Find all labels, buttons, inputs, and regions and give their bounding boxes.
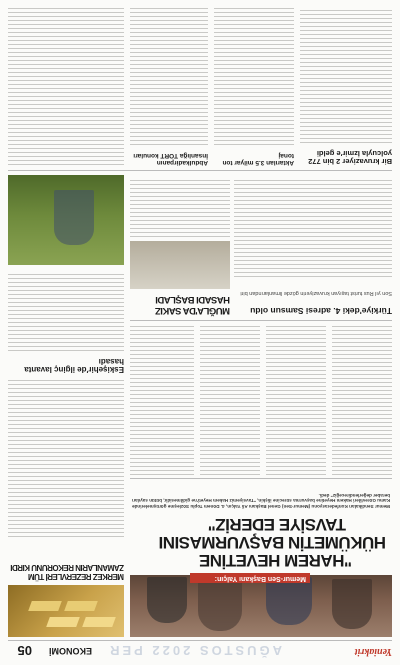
gold-story: [8, 541, 124, 637]
top-story-headline-line1: "HAREM HEVETİNE: [199, 551, 352, 570]
top-story-column-1: [332, 325, 392, 475]
top-story-subhead: Memur Sendikaları Konfederasyonu (Memur-Sen) Genel Başkanı Ali Yalçın, 4. Dönem Toplu Sözleşme görüşmelerinde Kamu Görevlileri Hakem Heyetine başvurma sürecine ilişkin, "Tavsiyemiz Hakem Heyeti'ne gidilmesidir, bütün sayıları beraber değerlendireceğiz" dedi.: [132, 492, 390, 509]
top-story-headline-line3: TAVSİYE EDERİZ": [208, 515, 346, 534]
masthead-divider: [8, 640, 392, 641]
masthead-section: EKONOMİ: [48, 646, 92, 656]
gold-bars-photo: [8, 585, 124, 637]
cruise-story-headline: Bir kruvaziyer 2 bin 772 yolcuyla İzmir'e geldi: [308, 149, 392, 166]
sugar-story-headline: MUĞLA'DA SAKIZ HASADI BAŞLADI: [155, 294, 230, 316]
right-lower-body: [8, 7, 124, 165]
masthead: [8, 641, 392, 659]
masthead-brand: Yeniakrit: [354, 646, 392, 657]
top-story-column-4: [130, 325, 194, 475]
sugar-story-photo: [130, 241, 230, 289]
turkey-story-subhead: Son yıl Rus turist taşıyan kruvaziyerin gözde limanlarından biri: [240, 290, 392, 296]
aid-story-headline: Abdulkadirpanın İnsanlığa TORT konuları: [133, 152, 208, 166]
cruise-story-body: [300, 7, 392, 143]
turkey-story-body: [234, 177, 392, 277]
top-story-kicker: Memur-Sen Başkanı Yalçın:: [214, 575, 306, 582]
gold-story-body: [8, 377, 124, 537]
divider-2: [130, 320, 392, 321]
top-story-headline-line2: HÜKÜMETİN BAŞVURMASINI: [159, 533, 386, 552]
top-story-column-3: [200, 325, 260, 475]
masthead-date: AĞUSTOS 2022 PER: [107, 643, 282, 658]
top-story-headline-block: [130, 503, 392, 569]
harvest-story-headline: Eskişehir'de ilginç lavanta hasadı: [24, 356, 124, 374]
harvest-story-body: [8, 271, 124, 351]
divider-1: [130, 478, 392, 479]
turkey-story-headline: Türkiye'deki 4. adresi Samsun oldu: [250, 306, 392, 316]
top-story-photo: [130, 575, 392, 637]
harvest-story-photo: [8, 175, 124, 265]
aid-story-body: [130, 7, 208, 145]
top-story-column-2: [266, 325, 326, 475]
gold-story-headline: MERKEZ REZERVLERİ TÜM ZAMANLARIN REKORUNU KIRDI: [10, 563, 124, 581]
top-story-kicker-band: [190, 573, 310, 583]
tonnage-story-headline: Aktarılan 3.5 milyar ton tonaj: [222, 152, 294, 166]
tonnage-story-body: [214, 7, 294, 145]
sugar-story-body: [130, 177, 230, 237]
divider-3: [8, 170, 392, 171]
page-number: 05: [17, 643, 32, 658]
